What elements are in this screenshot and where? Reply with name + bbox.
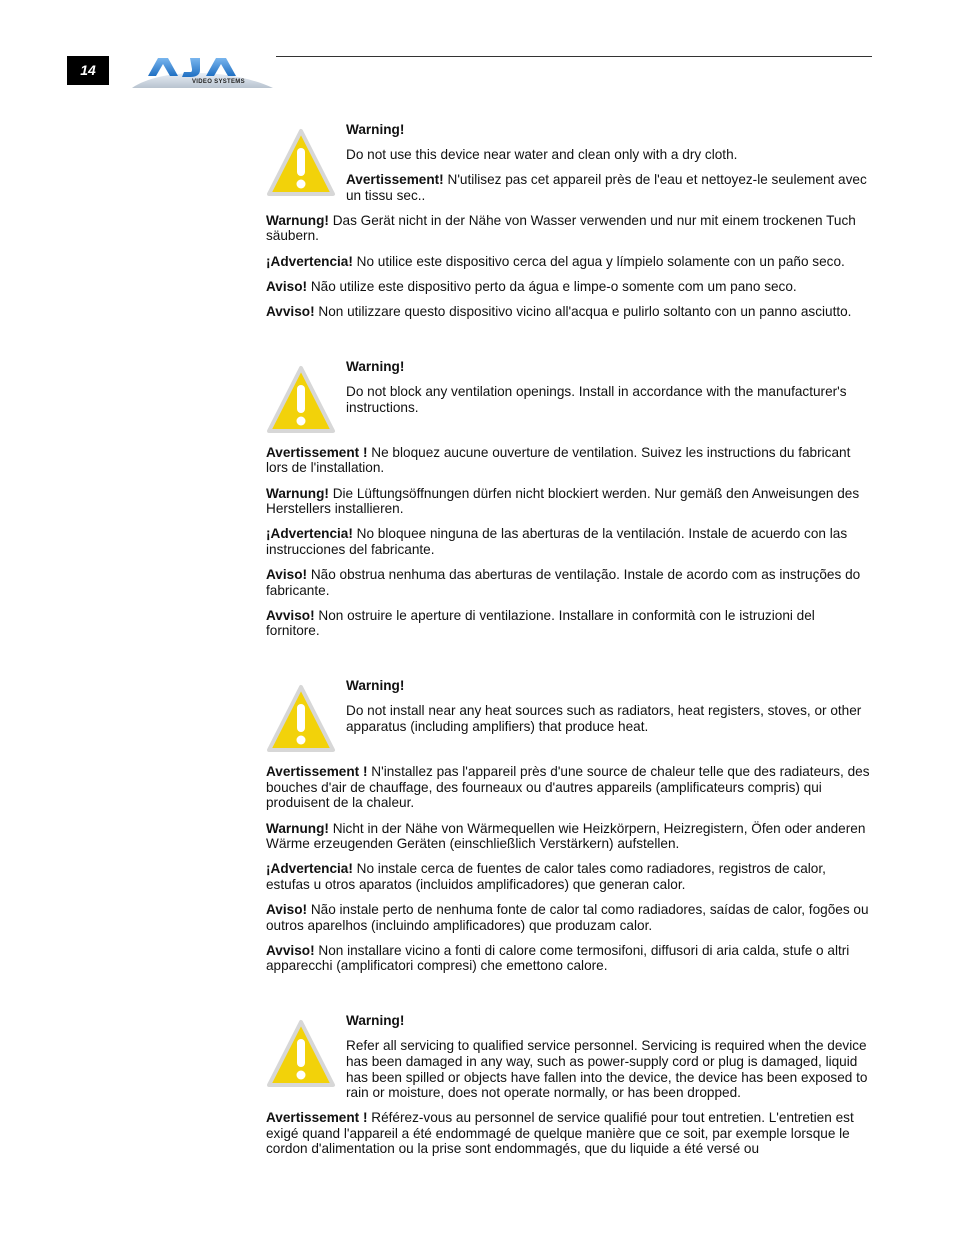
warning-triangle-icon	[266, 359, 346, 445]
translation-text: Não utilize este dispositivo perto da água e limpe-o somente com um pano seco.	[307, 278, 797, 294]
warning-translation-de	[266, 486, 872, 517]
translation-text: No bloquee ninguna de las aberturas de la ventilación. Instale de acuerdo con las instrucciones del fabricante.	[266, 526, 848, 557]
warning-translation-fr	[266, 1110, 872, 1157]
translation-text: Das Gerät nicht in der Nähe von Wasser verwenden und nur mit einem trockenen Tuch säubern.	[266, 212, 856, 244]
warning-translation-de	[266, 821, 872, 852]
translation-label: Avviso!	[266, 303, 315, 319]
warning-translation-pt	[266, 567, 872, 598]
translation-label: ¡Advertencia!	[266, 253, 353, 269]
translation-label: Warnung!	[266, 820, 329, 836]
warning-translation-pt	[266, 902, 872, 933]
warning-triangle-icon	[266, 1013, 346, 1099]
translation-text: Ne bloquez aucune ouverture de ventilation. Suivez les instructions du fabricant lors de l'installation.	[266, 444, 851, 476]
warning-translation-it	[266, 608, 872, 639]
translation-text: Die Lüftungsöffnungen dürfen nicht blockiert werden. Nur gemäß den Anweisungen des Herstellers installieren.	[266, 485, 860, 517]
translation-label: Aviso!	[266, 566, 308, 582]
page-number: 14	[67, 56, 109, 85]
warning-translation-fr	[266, 445, 872, 476]
warning-block-ventilation	[266, 359, 872, 648]
safety-warnings	[266, 122, 872, 1197]
translation-label: Avertissement !	[266, 444, 368, 460]
warning-translation-it	[266, 304, 872, 320]
translation-label: Aviso!	[266, 901, 308, 917]
translation-text: Não instale perto de nenhuma fonte de calor tal como radiadores, saídas de calor, fogões ou outros aparelhos (incluindo amplificadores) que produzam calor.	[266, 901, 869, 933]
warning-translation-es	[266, 526, 872, 557]
warning-translation-it	[266, 943, 872, 974]
warning-title: Warning!	[346, 122, 405, 137]
warning-translation-de	[266, 213, 872, 244]
warning-block-water	[266, 122, 872, 329]
translation-text: Non utilizzare questo dispositivo vicino all'acqua e pulirlo soltanto con un panno asciutto.	[314, 303, 852, 319]
warning-triangle-icon	[266, 678, 346, 764]
warning-block-heat	[266, 678, 872, 983]
warning-block-servicing	[266, 1013, 872, 1166]
warning-english: Do not install near any heat sources such as radiators, heat registers, stoves, or other apparatus (including amplifiers) that produce heat.	[346, 703, 862, 734]
warning-english: Do not use this device near water and clean only with a dry cloth.	[346, 147, 738, 163]
warning-english: Do not block any ventilation openings. Install in accordance with the manufacturer's instructions.	[346, 383, 847, 415]
warning-title: Warning!	[346, 358, 405, 374]
translation-label: Avviso!	[266, 607, 315, 623]
warning-translation-es	[266, 861, 872, 892]
warning-english: Refer all servicing to qualified service personnel. Servicing is required when the device has been damaged in any way, such as power-supply cord or plug is damaged, liquid has been spilled or objects have fallen into the device, the device has been exposed to rain or moisture, does not operate normally, or has been dropped.	[346, 1038, 868, 1101]
warning-translation-fr	[266, 764, 872, 811]
translation-text: Nicht in der Nähe von Wärmequellen wie Heizkörpern, Heizregistern, Öfen oder anderen Wärme erzeugenden Geräten (einschließlich Verstärkern) aufstellen.	[266, 820, 866, 852]
logo-subtext: VIDEO SYSTEMS	[192, 79, 245, 85]
translation-label: Warnung!	[266, 212, 329, 228]
translation-label: Avertissement !	[266, 1110, 368, 1126]
translation-text: Référez-vous au personnel de service qualifié pour tout entretien. L'entretien est exigé quand l'appareil a été endommagé de quelque manière que ce soit, par exemple lorsque le cordon d'alimentation ou la prise sont endommagés, que du liquide a été versé ou	[266, 1110, 854, 1157]
translation-text: Não obstrua nenhuma das aberturas de ventilação. Instale de acordo com as instruções do fabricante.	[266, 566, 861, 598]
warning-translation-pt	[266, 279, 872, 295]
translation-label: Aviso!	[266, 278, 308, 294]
header-rule	[276, 56, 872, 57]
warning-translation-fr	[346, 172, 872, 203]
translation-text: Non installare vicino a fonti di calore come termosifoni, diffusori di aria calda, stufe o altri apparecchi (amplificatori compresi) che emettono calore.	[266, 942, 850, 974]
translation-text: N'installez pas l'appareil près d'une source de chaleur telle que des radiateurs, des bouches d'air de chauffage, des fourneaux ou d'autres appareils (amplificateurs compris) qui produisent de la chaleur.	[266, 764, 870, 811]
translation-label: Warnung!	[266, 485, 329, 501]
translation-text: N'utilisez pas cet appareil près de l'eau et nettoyez-le seulement avec un tissu sec..	[346, 172, 867, 203]
warning-triangle-icon	[266, 122, 346, 208]
warning-translation-es	[266, 254, 872, 270]
warning-title: Warning!	[346, 1013, 405, 1029]
translation-text: Non ostruire le aperture di ventilazione. Installare in conformità con le istruzioni del fornitore.	[266, 607, 815, 639]
translation-text: No utilice este dispositivo cerca del agua y límpielo solamente con un paño seco.	[352, 253, 845, 269]
translation-label: ¡Advertencia!	[266, 861, 353, 877]
translation-text: No instale cerca de fuentes de calor tales como radiadores, registros de calor, estufas u otros aparatos (incluidos amplificadores) que generan calor.	[266, 861, 826, 892]
translation-label: Avertissement !	[266, 764, 368, 780]
warning-title: Warning!	[346, 678, 405, 694]
translation-label: Avviso!	[266, 942, 315, 958]
translation-label: Avertissement!	[346, 172, 444, 188]
translation-label: ¡Advertencia!	[266, 526, 353, 542]
